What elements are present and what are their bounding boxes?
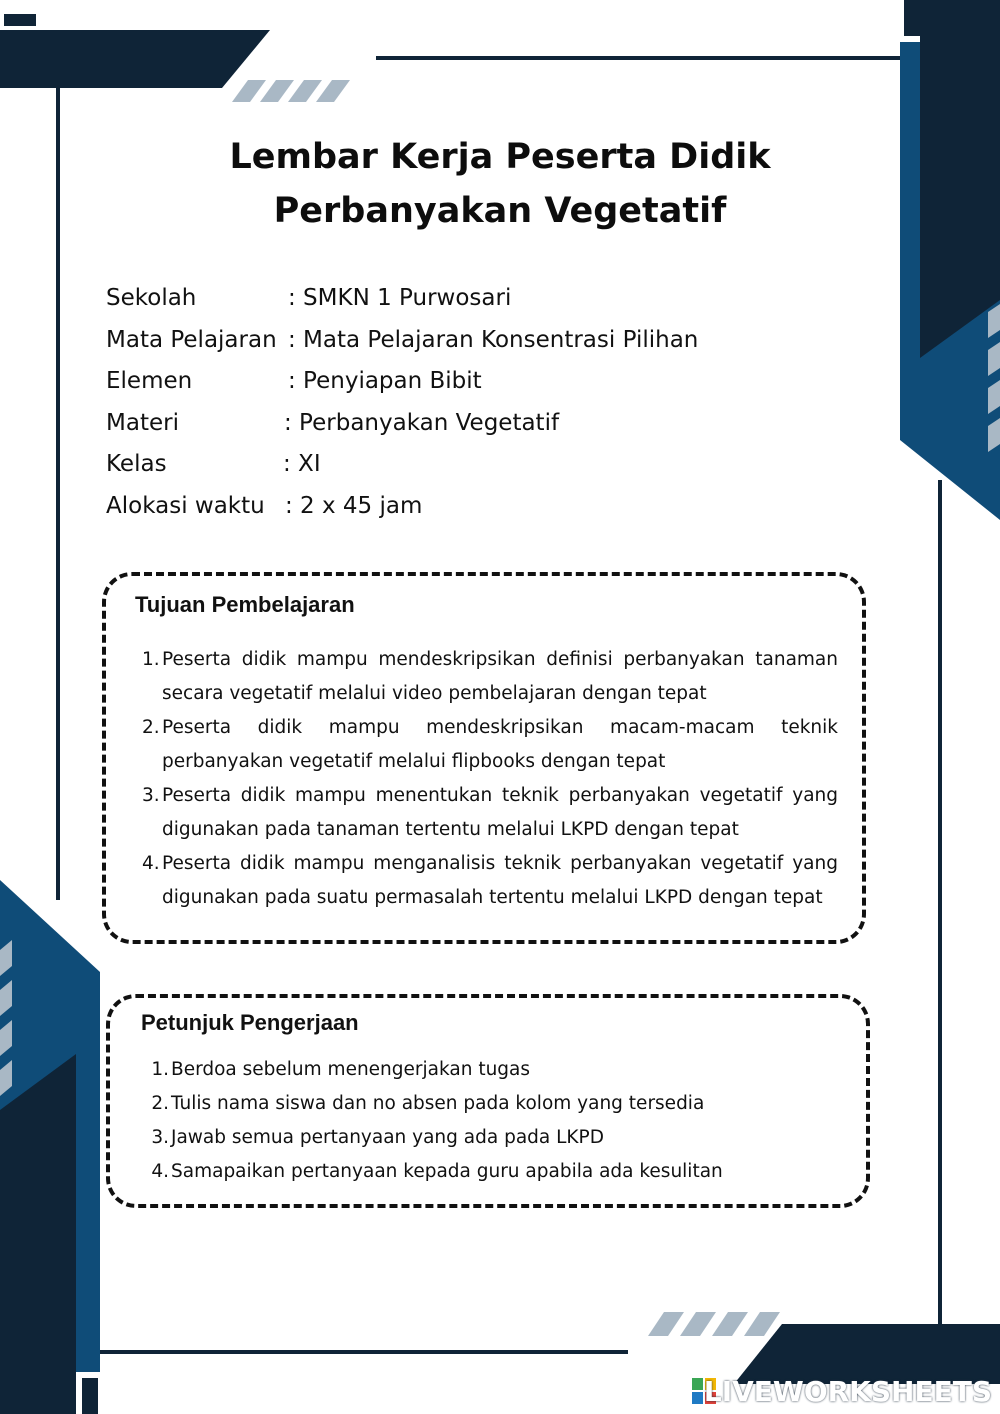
list-number: 1. [142, 649, 160, 670]
list-number: 4. [142, 853, 160, 874]
list-text: Tulis nama siswa dan no absen pada kolom yang tersedia [171, 1093, 705, 1114]
petunjuk-list [151, 1053, 851, 1189]
list-number: 4. [151, 1161, 169, 1182]
title-line-1: Lembar Kerja Peserta Didik [229, 137, 771, 177]
list-line: digunakan pada tanaman tertentu melalui LKPD dengan tepat [162, 819, 739, 840]
list-number: 2. [142, 717, 160, 738]
list-number: 3. [142, 785, 160, 806]
petunjuk-heading: Petunjuk Pengerjaan [141, 1010, 359, 1035]
bottom-right-stripes [648, 1312, 780, 1336]
info-label: Mata Pelajaran [106, 326, 277, 353]
list-line: perbanyakan vegetatif melalui flipbooks dengan tepat [162, 751, 666, 772]
list-item [151, 1053, 851, 1087]
list-number: 3. [151, 1127, 169, 1148]
top-right-navy-bar [904, 0, 920, 36]
list-item [142, 847, 838, 915]
info-value: : Mata Pelajaran Konsentrasi Pilihan [288, 326, 699, 353]
list-item [151, 1155, 851, 1189]
info-label: Kelas [106, 451, 167, 478]
list-number: 2. [151, 1093, 169, 1114]
title-line-2: Perbanyakan Vegetatif [273, 191, 727, 231]
list-item [142, 779, 838, 847]
frame-line-bottom [98, 1350, 628, 1354]
list-text: Jawab semua pertanyaan yang ada pada LKPD [171, 1127, 604, 1148]
info-value: : XI [283, 451, 321, 478]
info-label: Materi [106, 409, 179, 436]
list-line: digunakan pada suatu permasalah tertentu melalui LKPD dengan tepat [162, 887, 823, 908]
list-item [151, 1087, 851, 1121]
info-value: : SMKN 1 Purwosari [288, 285, 512, 311]
top-left-small-bar [4, 14, 36, 26]
tujuan-list [142, 643, 838, 915]
list-number: 1. [151, 1059, 169, 1080]
liveworksheets-watermark[interactable]: LIVEWORKSHEETS [703, 1375, 992, 1408]
list-line: secara vegetatif melalui video pembelajaran dengan tepat [162, 683, 707, 704]
list-item [142, 643, 838, 711]
info-label: Alokasi waktu [106, 492, 265, 519]
list-item [151, 1121, 851, 1155]
list-line: Peserta didik mampu mendeskripsikan macam-macam teknik [162, 717, 838, 738]
info-value: : Penyiapan Bibit [288, 368, 482, 395]
page-title [0, 130, 1000, 238]
list-text: Berdoa sebelum menengerjakan tugas [171, 1059, 531, 1080]
list-line: Peserta didik mampu menganalisis teknik perbanyakan vegetatif yang [162, 853, 838, 874]
list-line: Peserta didik mampu mendeskripsikan definisi perbanyakan tanaman [162, 649, 838, 670]
list-line: Peserta didik mampu menentukan teknik perbanyakan vegetatif yang [162, 785, 838, 806]
info-label: Elemen [106, 368, 193, 395]
frame-line-top [376, 56, 924, 60]
info-value: : Perbanyakan Vegetatif [284, 409, 560, 436]
tujuan-heading: Tujuan Pembelajaran [135, 592, 355, 617]
list-text: Samapaikan pertanyaan kepada guru apabila ada kesulitan [171, 1161, 723, 1182]
info-value: : 2 x 45 jam [285, 492, 423, 519]
frame-line-right [938, 480, 942, 1340]
top-left-stripes [232, 80, 350, 102]
top-left-navy-band [0, 30, 270, 88]
bottom-left-navy-band [0, 1054, 76, 1414]
bottom-left-small-bar [82, 1378, 98, 1414]
list-item [142, 711, 838, 779]
info-label: Sekolah [106, 285, 197, 311]
